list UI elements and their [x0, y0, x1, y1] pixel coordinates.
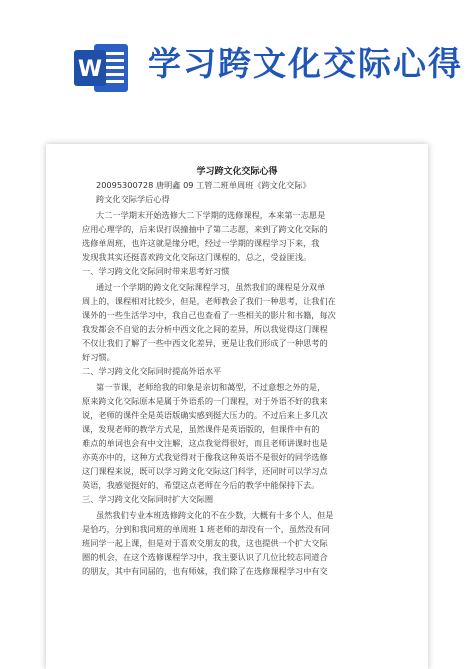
document-line: 是恰巧，分到和我同班的单周班 1 班老师的却没有一个，虽然没有同 — [82, 524, 330, 534]
document-line: 好习惯。 — [82, 352, 115, 362]
document-line: 英语，我感觉挺好的，希望这点老师在今后的教学中能保持下去。 — [82, 480, 320, 490]
document-line: 的朋友，其中有同届的，也有师妹，我们除了在选修课程学习中有交 — [82, 566, 328, 576]
document-line: 通过一个学期的跨文化交际课程学习，虽然我们的课程是分双单 — [96, 282, 326, 292]
header-title: 学习跨文化交际心得 — [148, 44, 463, 83]
document-line: 难点的单词也会有中文注解，这点我觉得很好，而且老师讲课时也是 — [82, 438, 328, 448]
document-page — [46, 144, 428, 669]
document-line: 亦英亦中的，这种方式我觉得对于像我这种英语不是很好的同学选修 — [82, 452, 328, 462]
document-line: 周上的，课程相对比较少，但是，老师教会了我们一种思考，让我们在 — [82, 296, 336, 306]
document-line: 不仅让我们了解了一些中西文化差异，更是让我们形成了一种思考的 — [82, 338, 328, 348]
document-line: 发现我其实还挺喜欢跨文化交际这门课程的，总之，受益匪浅。 — [82, 252, 312, 262]
document-line: 虽然我们专业本班选修跨文化的不在少数，大概有十多个人，但是 — [96, 510, 334, 520]
document-line: 这门课程来说，既可以学习跨文化交际这门科学，还同时可以学习点 — [82, 466, 328, 476]
document-line: 一、学习跨文化交际同时带来思考好习惯 — [82, 266, 230, 276]
document-line: 说，老师的课件全是英语版确实感到挺大压力的。不过后来上多几次 — [82, 410, 328, 420]
word-icon-letter: W — [77, 57, 103, 82]
document-line: 选修单周班，也许这就是缘分吧，经过一学期的课程学习下来，我 — [82, 238, 320, 248]
document-line: 原来跨文化交际原本是属于外语系的一门课程，对于外语不好的我来 — [82, 396, 328, 406]
document-line: 课外的一些生活学习中，我自己也查看了一些相关的影片和书籍，每次 — [82, 310, 336, 320]
header-banner — [0, 0, 474, 128]
document-line: 20095300728 唐明鑫 09 工管二班单周班《跨文化交际》 — [96, 180, 311, 190]
document-title: 学习跨文化交际心得 — [196, 167, 278, 177]
document-line: 二、学习跨文化交际同时提高外语水平 — [82, 366, 222, 376]
document-line: 课，发现老师的教学方式是，虽然课件是英语版的，但课件中有的 — [82, 424, 320, 434]
document-line: 第一节课，老师给我的印象是亲切和蔼型，不过意想之外的是， — [96, 382, 326, 392]
document-line: 应用心理学的，后来误打误撞抽中了第二志愿，来到了跨文化交际的 — [82, 224, 328, 234]
document-line: 班同学一起上课，但是对于喜欢交朋友的我，这也提供一个扩大交际 — [82, 538, 328, 548]
document-line: 圈的机会，在这个选修课程学习中，我主要认识了几位比较志同道合 — [82, 552, 328, 562]
document-line: 我发都会不自觉的去分析中西文化之间的差异，所以我觉得这门课程 — [82, 324, 328, 334]
document-line: 三、学习跨文化交际同时扩大交际圈 — [82, 494, 214, 504]
document-line: 跨文化交际学后心得 — [96, 194, 170, 204]
word-icon — [74, 40, 130, 96]
document-line: 大二一学期末开始选修大二下学期的选修课程，本来第一志愿是 — [96, 210, 326, 220]
